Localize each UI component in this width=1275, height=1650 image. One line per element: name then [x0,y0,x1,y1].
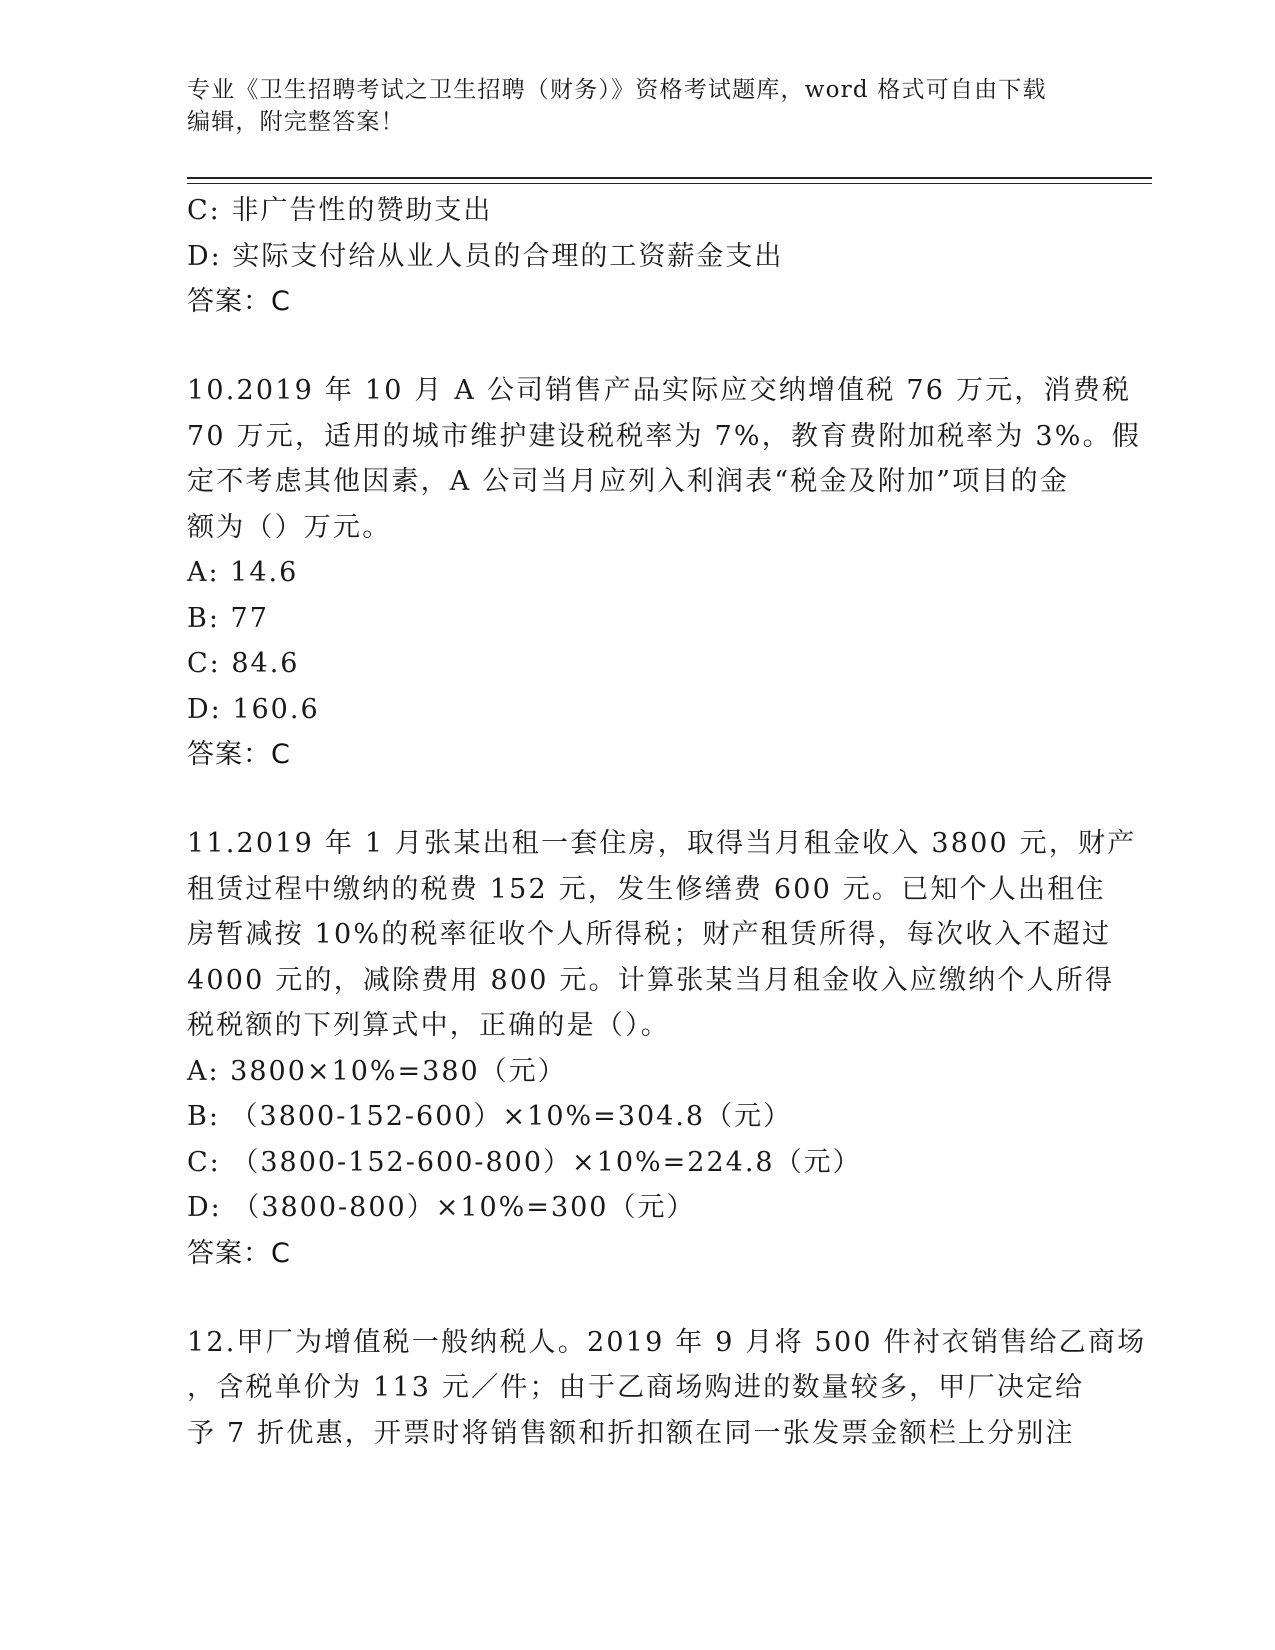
option-d: D: （3800-800）×10%=300（元） [187,1192,696,1223]
header-line-1: 专业《卫生招聘考试之卫生招聘（财务）》资格考试题库，word 格式可自由下载 [187,77,1047,103]
question-11 [187,821,1137,1276]
option-c: C: （3800-152-600-800）×10%=224.8（元） [187,1146,862,1178]
option-c: C: 84.6 [187,648,300,679]
stem-line: 11.2019 年 1 月张某出租一套住房，取得当月租金收入 3800 元，财产 [187,828,1137,859]
stem-line: 70 万元，适用的城市维护建设税税率为 7%，教育费附加税率为 3%。假 [187,420,1141,452]
option-b: B: 77 [187,602,269,634]
stem-line: 租赁过程中缴纳的税费 152 元，发生修缮费 600 元。已知个人出租住 [187,873,1106,905]
stem-line: 税税额的下列算式中，正确的是（）。 [187,1010,670,1041]
answer-line: 答案：C [187,286,291,317]
stem-line: 房暂减按 10%的税率征收个人所得税；财产租赁所得，每次收入不超过 [187,919,1112,950]
option-b: B: （3800-152-600）×10%=304.8（元） [187,1101,793,1132]
option-a: A: 3800×10%=380（元） [187,1055,567,1087]
stem-line: 10.2019 年 10 月 A 公司销售产品实际应交纳增值税 76 万元，消费税 [187,375,1132,406]
answer-line: 答案：C [187,739,291,770]
stem-line: 予 7 折优惠，开票时将销售额和折扣额在同一张发票金额栏上分别注 [187,1417,1075,1449]
stem-line: 额为（）万元。 [187,511,392,543]
answer-line: 答案：C [187,1237,291,1269]
stem-line: 12.甲厂为增值税一般纳税人。2019 年 9 月将 500 件衬衣销售给乙商场 [187,1326,1147,1358]
question-content [187,188,1147,1456]
option-d: D: 实际支付给从业人员的合理的工资薪金支出 [187,240,784,272]
question-10 [187,368,1141,777]
option-c: C: 非广告性的赞助支出 [187,195,493,226]
header-line-2: 编辑，附完整答案！ [187,109,405,135]
document-header [187,74,1087,138]
stem-line: 4000 元的，减除费用 800 元。计算张某当月租金收入应缴纳个人所得 [187,964,1115,996]
header-rule-thin [187,183,1152,184]
header-rule-thick [187,177,1152,179]
option-d: D: 160.6 [187,693,320,725]
stem-line: ，含税单价为 113 元／件；由于乙商场购进的数量较多，甲厂决定给 [187,1372,1085,1403]
prev-question [187,188,1087,324]
option-a: A: 14.6 [187,557,299,588]
question-12 [187,1320,1147,1457]
stem-line: 定不考虑其他因素，A 公司当月应列入利润表“税金及附加”项目的金 [187,466,1070,497]
